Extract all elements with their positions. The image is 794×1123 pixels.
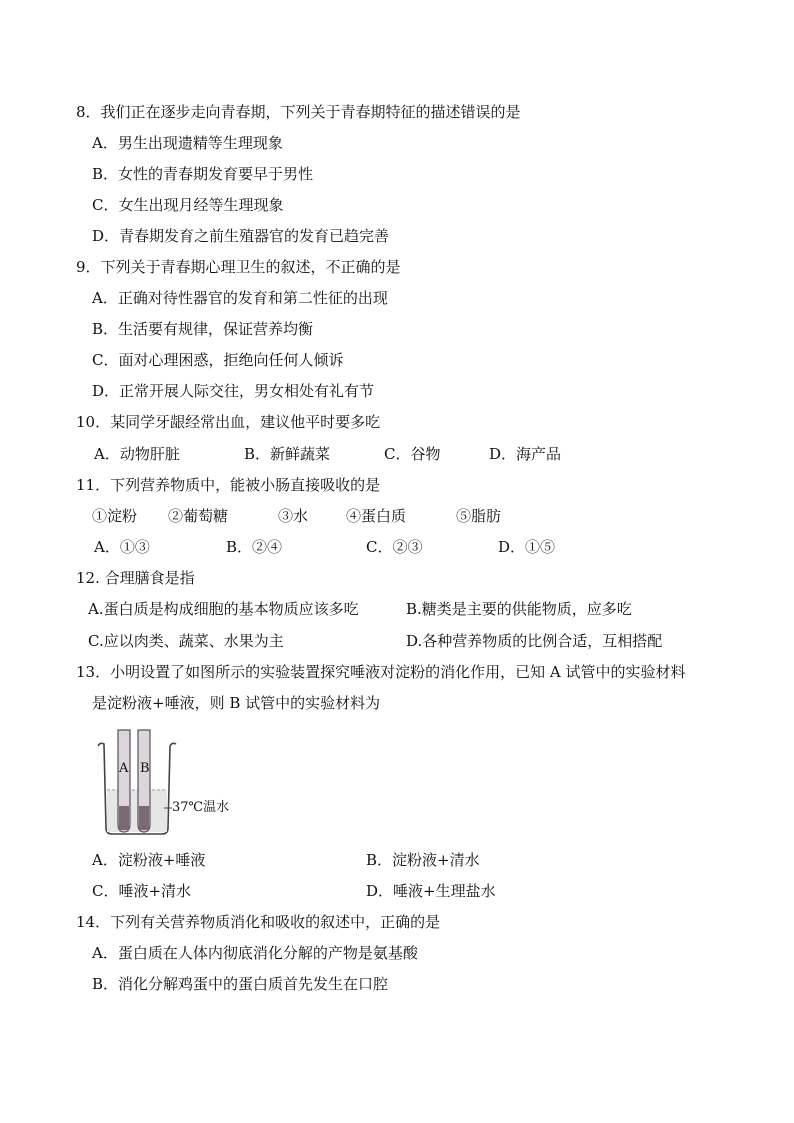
question-10-option-b[interactable]: B．新鲜蔬菜: [244, 445, 331, 463]
question-12-option-c[interactable]: C.应以肉类、蔬菜、水果为主: [88, 632, 284, 650]
tube-a-liquid: [119, 806, 129, 830]
question-10-option-d[interactable]: D．海产品: [489, 445, 562, 463]
question-8-option-d[interactable]: D．青春期发育之前生殖器官的发育已趋完善: [92, 227, 390, 245]
tube-b-liquid: [139, 806, 149, 830]
question-9-stem: 9．下列关于青春期心理卫生的叙述，不正确的是: [76, 258, 401, 276]
warm-water: [107, 790, 167, 832]
beaker-figure: [92, 724, 242, 836]
question-10-option-c[interactable]: C．谷物: [384, 445, 441, 463]
tube-a-label: A: [119, 761, 129, 776]
question-13-option-a[interactable]: A．淀粉液+唾液: [92, 851, 206, 869]
question-14-option-a[interactable]: A．蛋白质在人体内彻底消化分解的产物是氨基酸: [92, 944, 418, 962]
question-11-option-b[interactable]: B．②④: [226, 538, 283, 556]
question-9-option-c[interactable]: C．面对心理困惑，拒绝向任何人倾诉: [92, 351, 344, 369]
question-11-item-5: ⑤脂肪: [456, 507, 502, 525]
question-14-stem: 14．下列有关营养物质消化和吸收的叙述中，正确的是: [76, 913, 441, 931]
question-8-option-c[interactable]: C．女生出现月经等生理现象: [92, 196, 284, 214]
question-13-option-b[interactable]: B．淀粉液+清水: [366, 851, 480, 869]
tube-b-label: B: [140, 761, 150, 776]
question-11-item-1: ①淀粉: [92, 507, 138, 525]
question-13-stem: 13．小明设置了如图所示的实验装置探究唾液对淀粉的消化作用，已知 A 试管中的实验材料: [76, 663, 686, 681]
question-8-option-a[interactable]: A．男生出现遗精等生理现象: [92, 134, 283, 152]
question-12-option-d[interactable]: D.各种营养物质的比例合适，互相搭配: [406, 632, 663, 650]
water-temperature-label: 37℃温水: [172, 800, 230, 815]
question-8-option-b[interactable]: B．女性的青春期发育要早于男性: [92, 165, 314, 183]
question-13-stem-continued: 是淀粉液+唾液，则 B 试管中的实验材料为: [92, 694, 381, 712]
question-11-option-a[interactable]: A．①③: [94, 538, 150, 556]
question-13-option-c[interactable]: C．唾液+清水: [92, 882, 192, 900]
question-12-stem: 12. 合理膳食是指: [76, 569, 195, 587]
question-9-option-a[interactable]: A．正确对待性器官的发育和第二性征的出现: [92, 289, 388, 307]
question-11-option-d[interactable]: D．①⑤: [498, 538, 556, 556]
question-11-item-2: ②葡萄糖: [168, 507, 229, 525]
question-14-option-b[interactable]: B．消化分解鸡蛋中的蛋白质首先发生在口腔: [92, 975, 389, 993]
question-11-option-c[interactable]: C．②③: [366, 538, 423, 556]
question-13-option-d[interactable]: D．唾液+生理盐水: [366, 882, 496, 900]
question-12-option-a[interactable]: A.蛋白质是构成细胞的基本物质应该多吃: [88, 600, 359, 618]
question-11-stem: 11．下列营养物质中，能被小肠直接吸收的是: [76, 476, 381, 494]
question-10-option-a[interactable]: A．动物肝脏: [94, 445, 180, 463]
question-8-stem: 8．我们正在逐步走向青春期，下列关于青春期特征的描述错误的是: [76, 103, 521, 121]
question-11-item-3: ③水: [278, 507, 309, 525]
question-11-item-4: ④蛋白质: [346, 507, 407, 525]
beaker-illustration: [92, 724, 242, 836]
question-10-stem: 10．某同学牙龈经常出血，建议他平时要多吃: [76, 413, 381, 431]
question-9-option-d[interactable]: D．正常开展人际交往，男女相处有礼有节: [92, 382, 375, 400]
question-9-option-b[interactable]: B．生活要有规律，保证营养均衡: [92, 320, 314, 338]
question-12-option-b[interactable]: B.糖类是主要的供能物质，应多吃: [406, 600, 632, 618]
